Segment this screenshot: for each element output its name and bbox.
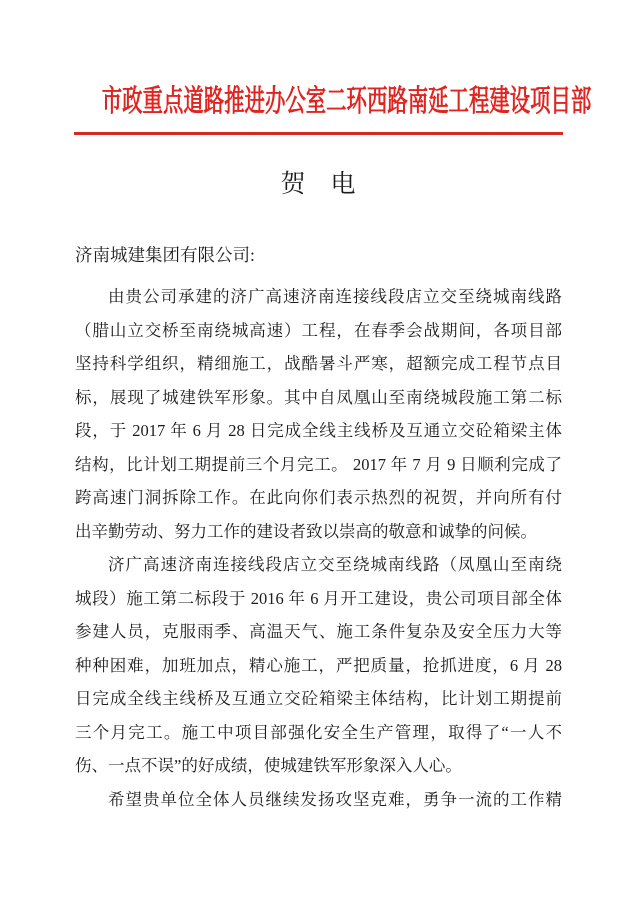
paragraph-line: 城段）施工第二标段于 2016 年 6 月开工建设，贵公司项目部全体 [75,588,562,608]
letterhead-divider-rule [74,132,563,135]
paragraph-line: 种种困难，加班加点，精心施工，严把质量，抢抓进度，6 月 28 [75,655,562,675]
paragraph-line: 参建人员，克服雨季、高温天气、施工条件复杂及安全压力大等 [75,622,562,641]
paragraph-line: 伤、一点不误”的好成绩，使城建铁军形象深入人心。 [75,756,462,775]
paragraph-line: 由贵公司承建的济广高速济南连接线段店立交至绕城南线路 [108,287,562,306]
paragraph-line: 希望贵单位全体人员继续发扬攻坚克难，勇争一流的工作精 [108,789,562,809]
document-title: 贺 电 [280,171,356,198]
paragraph-line: （腊山立交桥至南绕城高速）工程，在春季会战期间，各项目部 [75,320,562,340]
paragraph-line: 坚持科学组织，精细施工，战酷暑斗严寒，超额完成工程节点目 [75,354,562,373]
letterhead-title: 市政重点道路推进办公室二环西路南延工程建设项目部 [101,85,592,118]
paragraph-line: 日完成全线主线桥及互通立交砼箱梁主体结构，比计划工期提前 [75,689,562,708]
paragraph-line: 三个月完工。施工中项目部强化安全生产管理，取得了“一人不 [75,722,562,742]
paragraph-line: 段，于 2017 年 6 月 28 日完成全线主线桥及互通立交砼箱梁主体 [75,421,562,440]
paragraph-line: 跨高速门洞拆除工作。在此向你们表示热烈的祝贺，并向所有付 [75,488,562,507]
paragraph-line: 出辛勤劳动、努力工作的建设者致以崇高的敬意和诚挚的问候。 [75,521,537,541]
salutation-line: 济南城建集团有限公司: [75,245,255,265]
paragraph-line: 济广高速济南连接线段店立交至绕城南线路（凤凰山至南绕 [108,555,562,574]
paragraph-line: 标，展现了城建铁军形象。其中自凤凰山至南绕城段施工第二标 [75,387,562,407]
document-body [75,280,562,816]
paragraph-line: 结构，比计划工期提前三个月完工。 2017 年 7 月 9 日顺利完成了 [75,454,562,474]
